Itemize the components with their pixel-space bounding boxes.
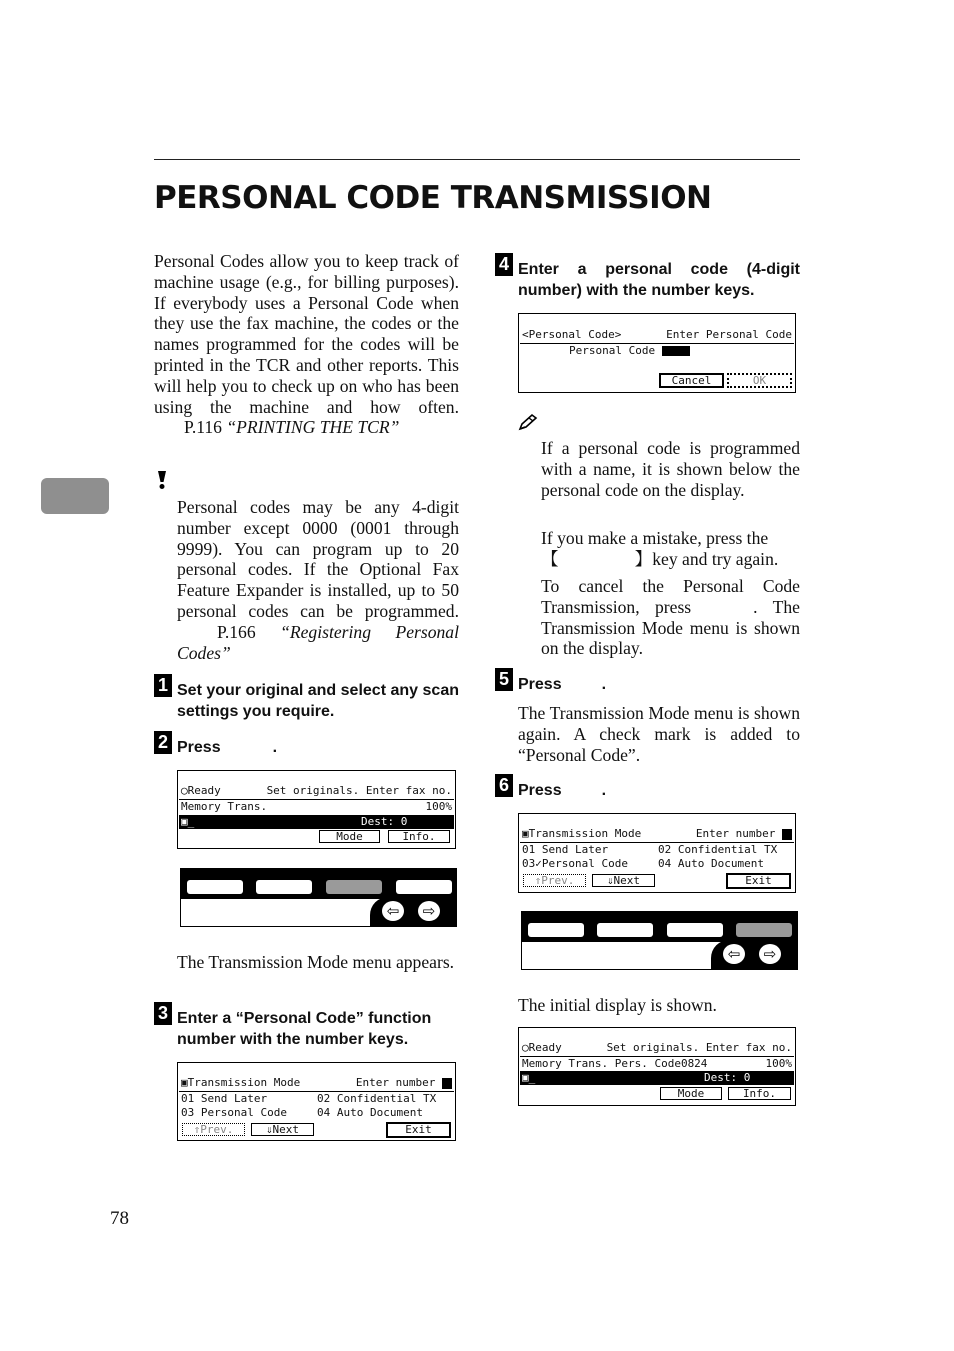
note-3: [541, 576, 800, 659]
menu-item-personal-code-checked[interactable]: 03✓Personal Code: [522, 857, 628, 870]
ready-status-2: ◯Ready: [522, 1041, 562, 1054]
note-3-text-b: .: [753, 596, 758, 617]
function-key-1-b[interactable]: [528, 923, 584, 937]
ready-prompt-2: Set originals. Enter fax no.: [606, 1041, 792, 1054]
lcd-transmission-mode-checked: [518, 813, 796, 893]
page-number: 78: [110, 1208, 129, 1229]
info-button-2[interactable]: Info.: [728, 1087, 791, 1100]
step-4-text: Enter a personal code (4-digit number) with the number keys.: [518, 261, 800, 299]
function-key-3-b[interactable]: [667, 923, 723, 937]
chapter-tab: [41, 478, 109, 514]
left-arrow-icon[interactable]: ⇦: [382, 901, 404, 921]
lcd-initial-display: [518, 1027, 796, 1106]
intro-text: Personal Codes allow you to keep track of machine usage (e.g., for billing purposes). If everybody uses a Personal Code when they use the fax machine, the codes or the names programmed for the codes will be printed in the TCR and other reports. This will help you to check up on who has been using the machine and how often.: [154, 251, 459, 417]
note-3-text-a: To cancel the Personal Code Transmission, press: [541, 576, 800, 617]
fax-icon: ▣_: [181, 815, 195, 828]
function-key-2[interactable]: [256, 880, 312, 894]
important-text: Personal codes may be any 4-digit number except 0000 (0001 through 9999). You can program up to 20 personal codes. If the Optional Fax Feature Expander is installed, up to 50 personal codes can be programmed.: [177, 497, 459, 621]
page-title: PERSONAL CODE TRANSMISSION: [154, 180, 712, 216]
memory-trans-label: Memory Trans.: [181, 800, 268, 813]
memory-percent-2: 100%: [765, 1057, 792, 1070]
tx-mode-title-2: ▣Transmission Mode: [522, 827, 642, 840]
header-rule: [154, 159, 800, 160]
step-5-end: .: [601, 676, 607, 693]
step-5-text: [518, 674, 606, 695]
note-2-text-b: key and try again.: [652, 548, 779, 569]
memory-trans-pers-code: Memory Trans. Pers. Code0824: [522, 1057, 708, 1070]
function-key-4-selected[interactable]: [736, 923, 792, 937]
ready-status: ◯Ready: [181, 784, 221, 797]
mode-button-2[interactable]: Mode: [660, 1087, 722, 1100]
note-2-text-a: If you make a mistake, press the: [541, 528, 769, 548]
bracket-close: 】: [634, 548, 653, 569]
prev-button-2[interactable]: ⇑Prev.: [523, 874, 586, 887]
tx-mode-right-2: Enter number: [696, 827, 792, 841]
step-5-press: Press: [518, 676, 562, 693]
tx-mode-right: Enter number: [356, 1076, 452, 1090]
step-6-press: Press: [518, 782, 562, 799]
mode-button[interactable]: Mode: [319, 830, 380, 843]
important-icon: [154, 470, 170, 490]
step-2-result: The Transmission Mode menu appears.: [177, 952, 455, 972]
lcd-ready-display: [177, 770, 456, 849]
intro-ref-page: P.116: [184, 417, 222, 438]
note-2: [541, 528, 800, 570]
intro-ref-title: “PRINTING THE TCR”: [226, 417, 400, 438]
ready-prompt: Set originals. Enter fax no.: [266, 784, 452, 797]
step-2-text: [177, 737, 277, 758]
menu-item-personal-code[interactable]: 03 Personal Code: [181, 1106, 287, 1119]
step-6-end: .: [601, 782, 607, 799]
next-button-2[interactable]: ⇓Next: [592, 874, 655, 887]
function-key-1[interactable]: [187, 880, 243, 894]
prev-button[interactable]: ⇑Prev.: [182, 1123, 245, 1136]
lcd-transmission-mode: [177, 1062, 456, 1141]
step-6-result: The initial display is shown.: [518, 995, 717, 1015]
personal-code-title: <Personal Code>: [522, 328, 622, 341]
step-4-number: 4: [495, 253, 513, 276]
fax-icon-2: ▣_: [522, 1071, 536, 1084]
dest-count: Dest: 0: [361, 815, 408, 828]
important-ref-page: P.166: [217, 621, 256, 642]
right-arrow-icon-2[interactable]: ⇨: [759, 944, 781, 964]
personal-code-field[interactable]: [662, 346, 690, 356]
intro-paragraph: [154, 251, 459, 438]
bracket-open: 【: [541, 548, 559, 569]
menu-item-send-later-2[interactable]: 01 Send Later: [522, 843, 609, 856]
menu-item-auto-document[interactable]: 04 Auto Document: [317, 1106, 423, 1119]
menu-item-confidential-2[interactable]: 02 Confidential TX: [658, 843, 778, 856]
memory-percent: 100%: [425, 800, 452, 813]
important-paragraph: [177, 497, 459, 663]
ok-button[interactable]: OK: [727, 373, 792, 388]
menu-item-confidential[interactable]: 02 Confidential TX: [317, 1092, 437, 1105]
step-1-text: Set your original and select any scan settings you require.: [177, 682, 459, 720]
left-arrow-icon-2[interactable]: ⇦: [723, 944, 745, 964]
important-ref-title: “Registering Personal Codes”: [177, 621, 459, 663]
step-3-text: Enter a “Personal Code” function number with the number keys.: [177, 1010, 432, 1048]
exit-button[interactable]: Exit: [386, 1122, 451, 1138]
step-6-text: [518, 780, 606, 801]
step-6-number: 6: [495, 774, 513, 797]
right-arrow-icon[interactable]: ⇨: [418, 901, 440, 921]
step-2-end: .: [272, 739, 278, 756]
note-1: If a personal code is programmed with a name, it is shown below the personal code on the display.: [541, 438, 800, 500]
function-key-2-b[interactable]: [597, 923, 653, 937]
note-3-text-c: The Transmission Mode menu is shown on the display.: [541, 596, 800, 659]
function-key-4[interactable]: [396, 880, 452, 894]
exit-button-2[interactable]: Exit: [726, 873, 791, 889]
step-5-number: 5: [495, 668, 513, 691]
step-2-press: Press: [177, 739, 221, 756]
personal-code-label: Personal Code: [569, 344, 656, 357]
menu-item-send-later[interactable]: 01 Send Later: [181, 1092, 268, 1105]
pencil-note-icon: [518, 413, 538, 431]
step-1-number: 1: [154, 674, 172, 697]
step-3-number: 3: [154, 1002, 172, 1025]
step-2-number: 2: [154, 731, 172, 754]
control-panel-keys-2: [521, 911, 798, 970]
menu-item-auto-document-2[interactable]: 04 Auto Document: [658, 857, 764, 870]
tx-mode-title: ▣Transmission Mode: [181, 1076, 301, 1089]
function-key-3-selected[interactable]: [326, 880, 382, 894]
step-5-result: The Transmission Mode menu is shown again. A check mark is added to “Personal Code”.: [518, 703, 800, 765]
next-button[interactable]: ⇓Next: [251, 1123, 314, 1136]
control-panel-keys: [180, 868, 457, 927]
dest-count-2: Dest: 0: [704, 1071, 751, 1084]
personal-code-prompt: Enter Personal Code: [666, 328, 792, 341]
info-button[interactable]: Info.: [388, 830, 450, 843]
cancel-button[interactable]: Cancel: [659, 373, 724, 388]
lcd-personal-code: [518, 313, 796, 393]
